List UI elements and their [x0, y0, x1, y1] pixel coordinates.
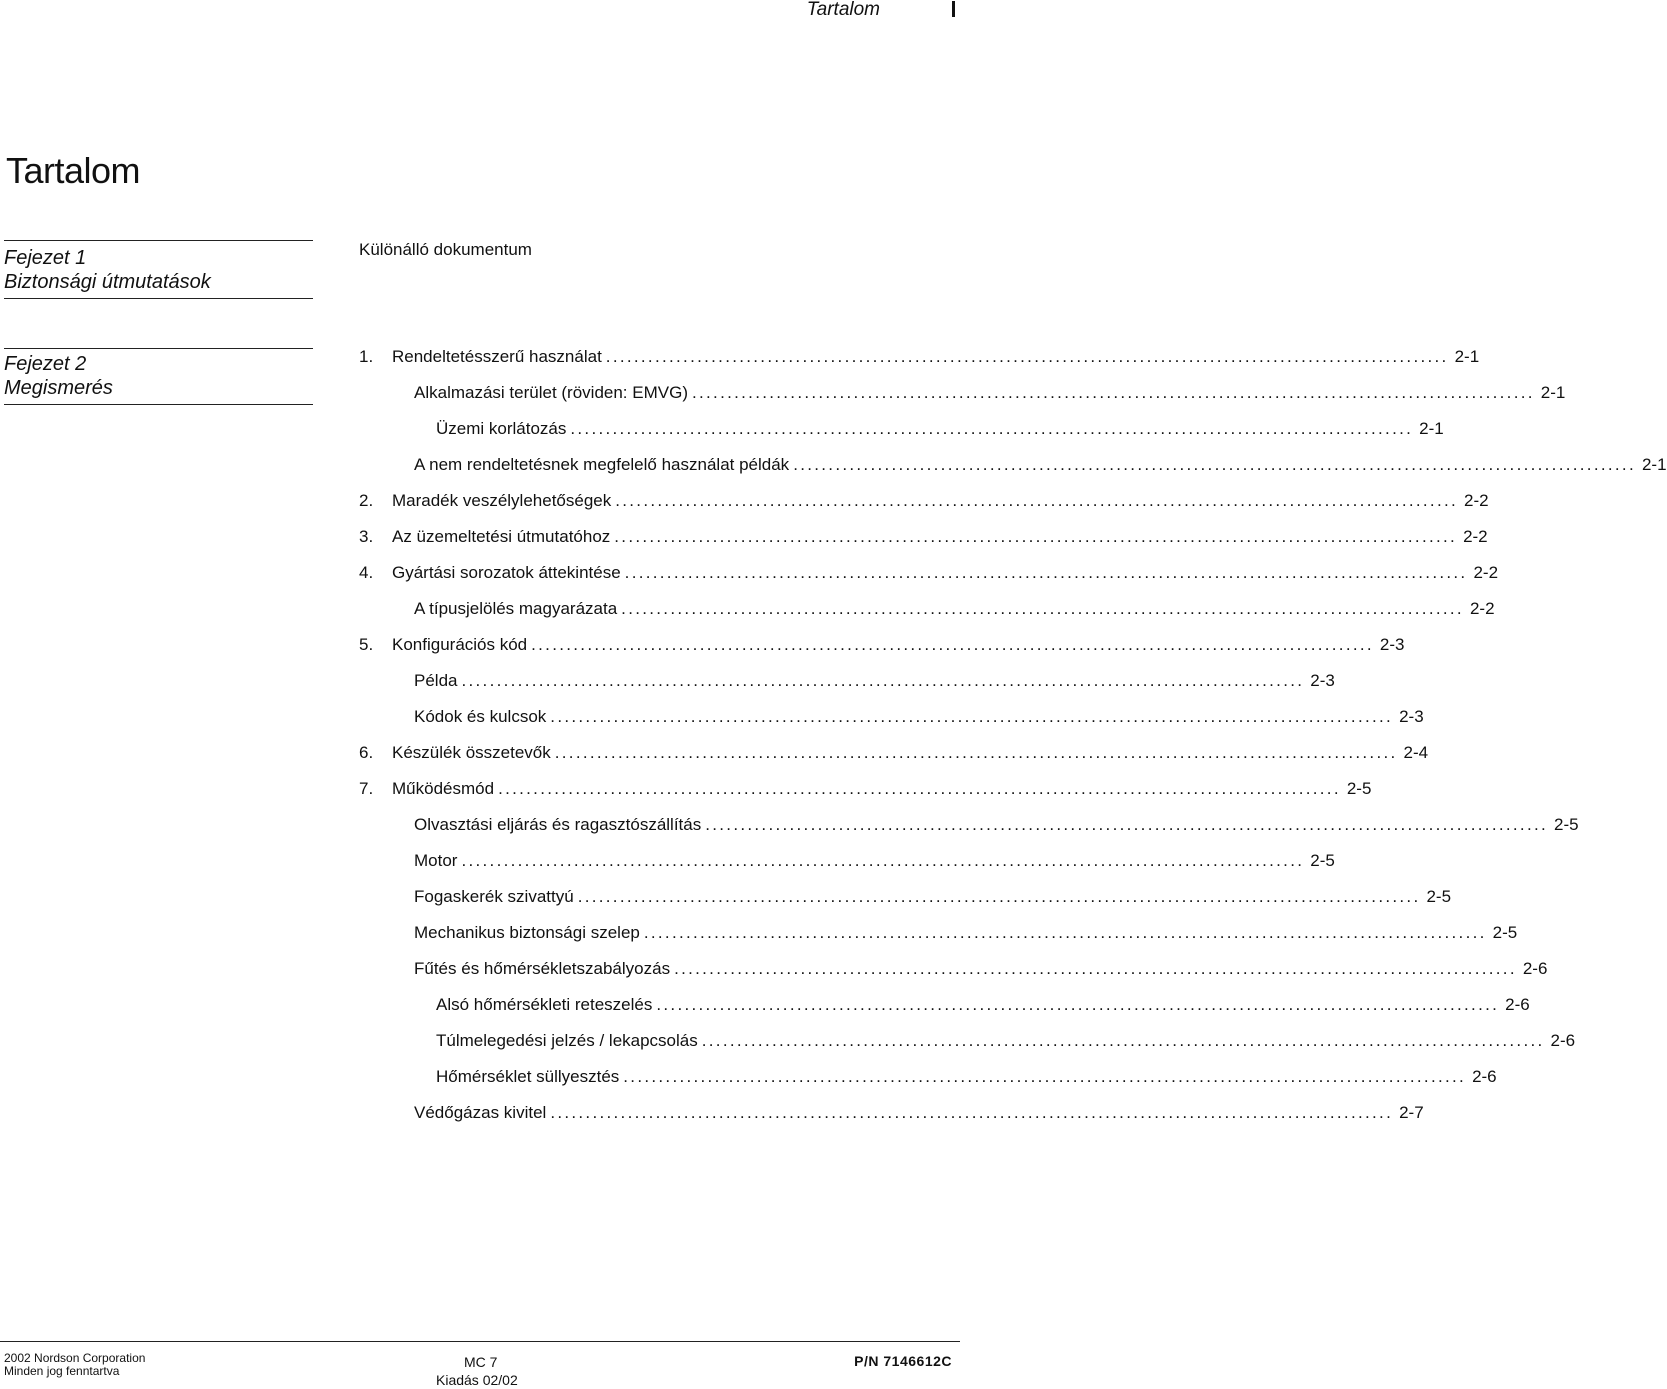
toc-entry-page: 2-3 — [1310, 671, 1335, 690]
toc-entry-page: 2-1 — [1419, 419, 1444, 438]
chapter-2-title: Megismerés — [4, 377, 113, 399]
toc-entry[interactable] — [359, 741, 1429, 765]
toc-leader-dots: ........................................................................................................................ — [614, 527, 1458, 546]
toc-entry-page: 2-5 — [1310, 851, 1335, 870]
chapter-1-number: Fejezet 1 — [4, 247, 87, 269]
toc-entry[interactable] — [414, 957, 1548, 981]
toc-entry[interactable] — [414, 453, 1667, 477]
toc-entry-page: 2-5 — [1426, 887, 1452, 906]
toc-entry-page: 2-2 — [1463, 527, 1488, 546]
running-header — [660, 0, 960, 22]
toc-entry-page: 2-6 — [1522, 959, 1548, 978]
toc-entry[interactable] — [414, 849, 1335, 873]
toc-entry-page: 2-2 — [1464, 491, 1489, 510]
toc-entry-label: Mechanikus biztonsági szelep — [414, 923, 640, 942]
toc-entry[interactable] — [414, 921, 1518, 945]
toc-leader-dots: ........................................................................................................................ — [550, 707, 1394, 726]
toc-entry-number: 5. — [359, 635, 374, 654]
toc-entry-page: 2-2 — [1473, 563, 1499, 582]
toc-entry-number: 7. — [359, 779, 374, 798]
header-bar — [952, 1, 955, 17]
toc-leader-dots: ........................................................................................................................ — [656, 995, 1500, 1014]
toc-leader-dots: ........................................................................................................................ — [621, 599, 1464, 618]
toc-entry-label: Alkalmazási terület (röviden: EMVG) — [414, 383, 688, 402]
toc-entry[interactable] — [436, 993, 1530, 1017]
toc-entry-page: 2-5 — [1492, 923, 1518, 942]
toc-entry-label: A nem rendeltetésnek megfelelő használat példák — [414, 455, 790, 474]
toc-leader-dots: ........................................................................................................................ — [461, 851, 1305, 870]
toc-entry[interactable] — [359, 345, 1480, 369]
chapter-1-title: Biztonsági útmutatások — [4, 271, 211, 293]
toc-leader-dots: ........................................................................................................................ — [701, 1031, 1545, 1050]
toc-entry-page: 2-3 — [1399, 707, 1424, 726]
toc-leader-dots: ........................................................................................................................ — [615, 491, 1459, 510]
toc-entry[interactable] — [436, 417, 1444, 441]
toc-leader-dots: ........................................................................................................................ — [705, 815, 1549, 834]
toc-entry[interactable] — [414, 1101, 1424, 1125]
footer-product-block — [436, 1353, 518, 1389]
toc-entry-page: 2-4 — [1403, 743, 1429, 762]
toc-leader-dots: ........................................................................................................................ — [691, 383, 1535, 402]
footer-edition: Kiadás 02/02 — [436, 1372, 518, 1388]
toc-leader-dots: ........................................................................................................................ — [674, 959, 1517, 978]
toc-entry-page: 2-1 — [1454, 347, 1480, 366]
toc-entry-label: Működésmód — [392, 779, 495, 798]
footer-part-number: P/N 7146612C — [854, 1353, 952, 1369]
page-title: Tartalom — [6, 150, 141, 191]
toc-entry-number: 6. — [359, 743, 374, 762]
toc-entry-label: Az üzemeltetési útmutatóhoz — [392, 527, 611, 546]
toc-entry[interactable] — [359, 777, 1372, 801]
toc-entry[interactable] — [359, 561, 1499, 585]
toc-entry[interactable] — [414, 705, 1424, 729]
chapter-1-note: Különálló dokumentum — [359, 240, 532, 259]
footer-product: MC 7 — [464, 1354, 498, 1370]
toc-entry-page: 2-1 — [1540, 383, 1566, 402]
toc-entry-label: Olvasztási eljárás és ragasztószállítás — [414, 815, 702, 834]
toc-entry-label: Fűtés és hőmérsékletszabályozás — [414, 959, 671, 978]
toc-leader-dots: ........................................................................................................................ — [531, 635, 1374, 654]
toc-entry[interactable] — [436, 1065, 1497, 1089]
toc-entry-page: 2-7 — [1399, 1103, 1424, 1122]
footer-copyright-block — [4, 1352, 145, 1378]
chapter-2-number: Fejezet 2 — [4, 353, 87, 375]
toc-entry[interactable] — [414, 381, 1566, 405]
toc-leader-dots: ........................................................................................................................ — [498, 779, 1341, 798]
toc-entry-page: 2-2 — [1469, 599, 1495, 618]
chapter-1-heading — [4, 240, 313, 299]
toc-leader-dots: ........................................................................................................................ — [624, 563, 1468, 582]
toc-entry[interactable] — [359, 525, 1488, 549]
toc-leader-dots: ........................................................................................................................ — [793, 455, 1636, 474]
toc-leader-dots: ........................................................................................................................ — [643, 923, 1487, 942]
toc-entry-number: 1. — [359, 347, 374, 366]
toc-entry-label: Túlmelegedési jelzés / lekapcsolás — [436, 1031, 698, 1050]
toc-entry-label: Üzemi korlátozás — [436, 419, 567, 438]
toc-entry-label: Fogaskerék szivattyú — [414, 887, 574, 906]
toc-leader-dots: ........................................................................................................................ — [550, 1103, 1394, 1122]
toc-entry-number: 2. — [359, 491, 374, 510]
toc-entry-label: Kódok és kulcsok — [414, 707, 547, 726]
toc-entry-label: Maradék veszélylehetőségek — [392, 491, 612, 510]
toc-entry-number: 4. — [359, 563, 374, 582]
toc-entry-label: Készülék összetevők — [392, 743, 551, 762]
running-title: Tartalom — [806, 0, 880, 20]
toc-leader-dots: ........................................................................................................................ — [623, 1067, 1467, 1086]
footer-divider — [0, 1341, 960, 1342]
toc-entry-number: 3. — [359, 527, 374, 546]
toc-entry-page: 2-1 — [1641, 455, 1667, 474]
toc-entry-page: 2-6 — [1472, 1067, 1497, 1086]
toc-entry[interactable] — [414, 597, 1495, 621]
toc-leader-dots: ........................................................................................................................ — [605, 347, 1449, 366]
toc-entry[interactable] — [414, 669, 1335, 693]
footer-copyright: 2002 Nordson Corporation — [4, 1351, 146, 1365]
toc-entry-page: 2-6 — [1550, 1031, 1576, 1050]
toc-entry[interactable] — [359, 633, 1405, 657]
toc-entry-label: Konfigurációs kód — [392, 635, 528, 654]
toc-entry-label: Gyártási sorozatok áttekintése — [392, 563, 621, 582]
toc-entry-label: Példa — [414, 671, 458, 690]
footer-rights: Minden jog fenntartva — [4, 1364, 120, 1378]
toc-entry[interactable] — [414, 813, 1579, 837]
toc-entry-label: Rendeltetésszerű használat — [392, 347, 602, 366]
toc-entry-label: Hőmérséklet süllyesztés — [436, 1067, 620, 1086]
toc-entry-page: 2-6 — [1505, 995, 1530, 1014]
toc-entry-label: Alsó hőmérsékleti reteszelés — [436, 995, 653, 1014]
toc-entry-page: 2-5 — [1346, 779, 1372, 798]
toc-entry[interactable] — [359, 489, 1489, 513]
toc-entry-label: A típusjelölés magyarázata — [414, 599, 618, 618]
chapter-2-heading — [4, 348, 313, 405]
toc-entry-page: 2-3 — [1379, 635, 1405, 654]
toc-entry[interactable] — [436, 1029, 1576, 1053]
toc-leader-dots: ........................................................................................................................ — [577, 887, 1421, 906]
toc-entry-page: 2-5 — [1554, 815, 1579, 834]
toc-entry-label: Védőgázas kivitel — [414, 1103, 547, 1122]
toc-leader-dots: ........................................................................................................................ — [461, 671, 1305, 690]
toc-entry[interactable] — [414, 885, 1452, 909]
toc-leader-dots: ........................................................................................................................ — [570, 419, 1414, 438]
toc-entry-label: Motor — [414, 851, 458, 870]
toc-leader-dots: ........................................................................................................................ — [554, 743, 1398, 762]
